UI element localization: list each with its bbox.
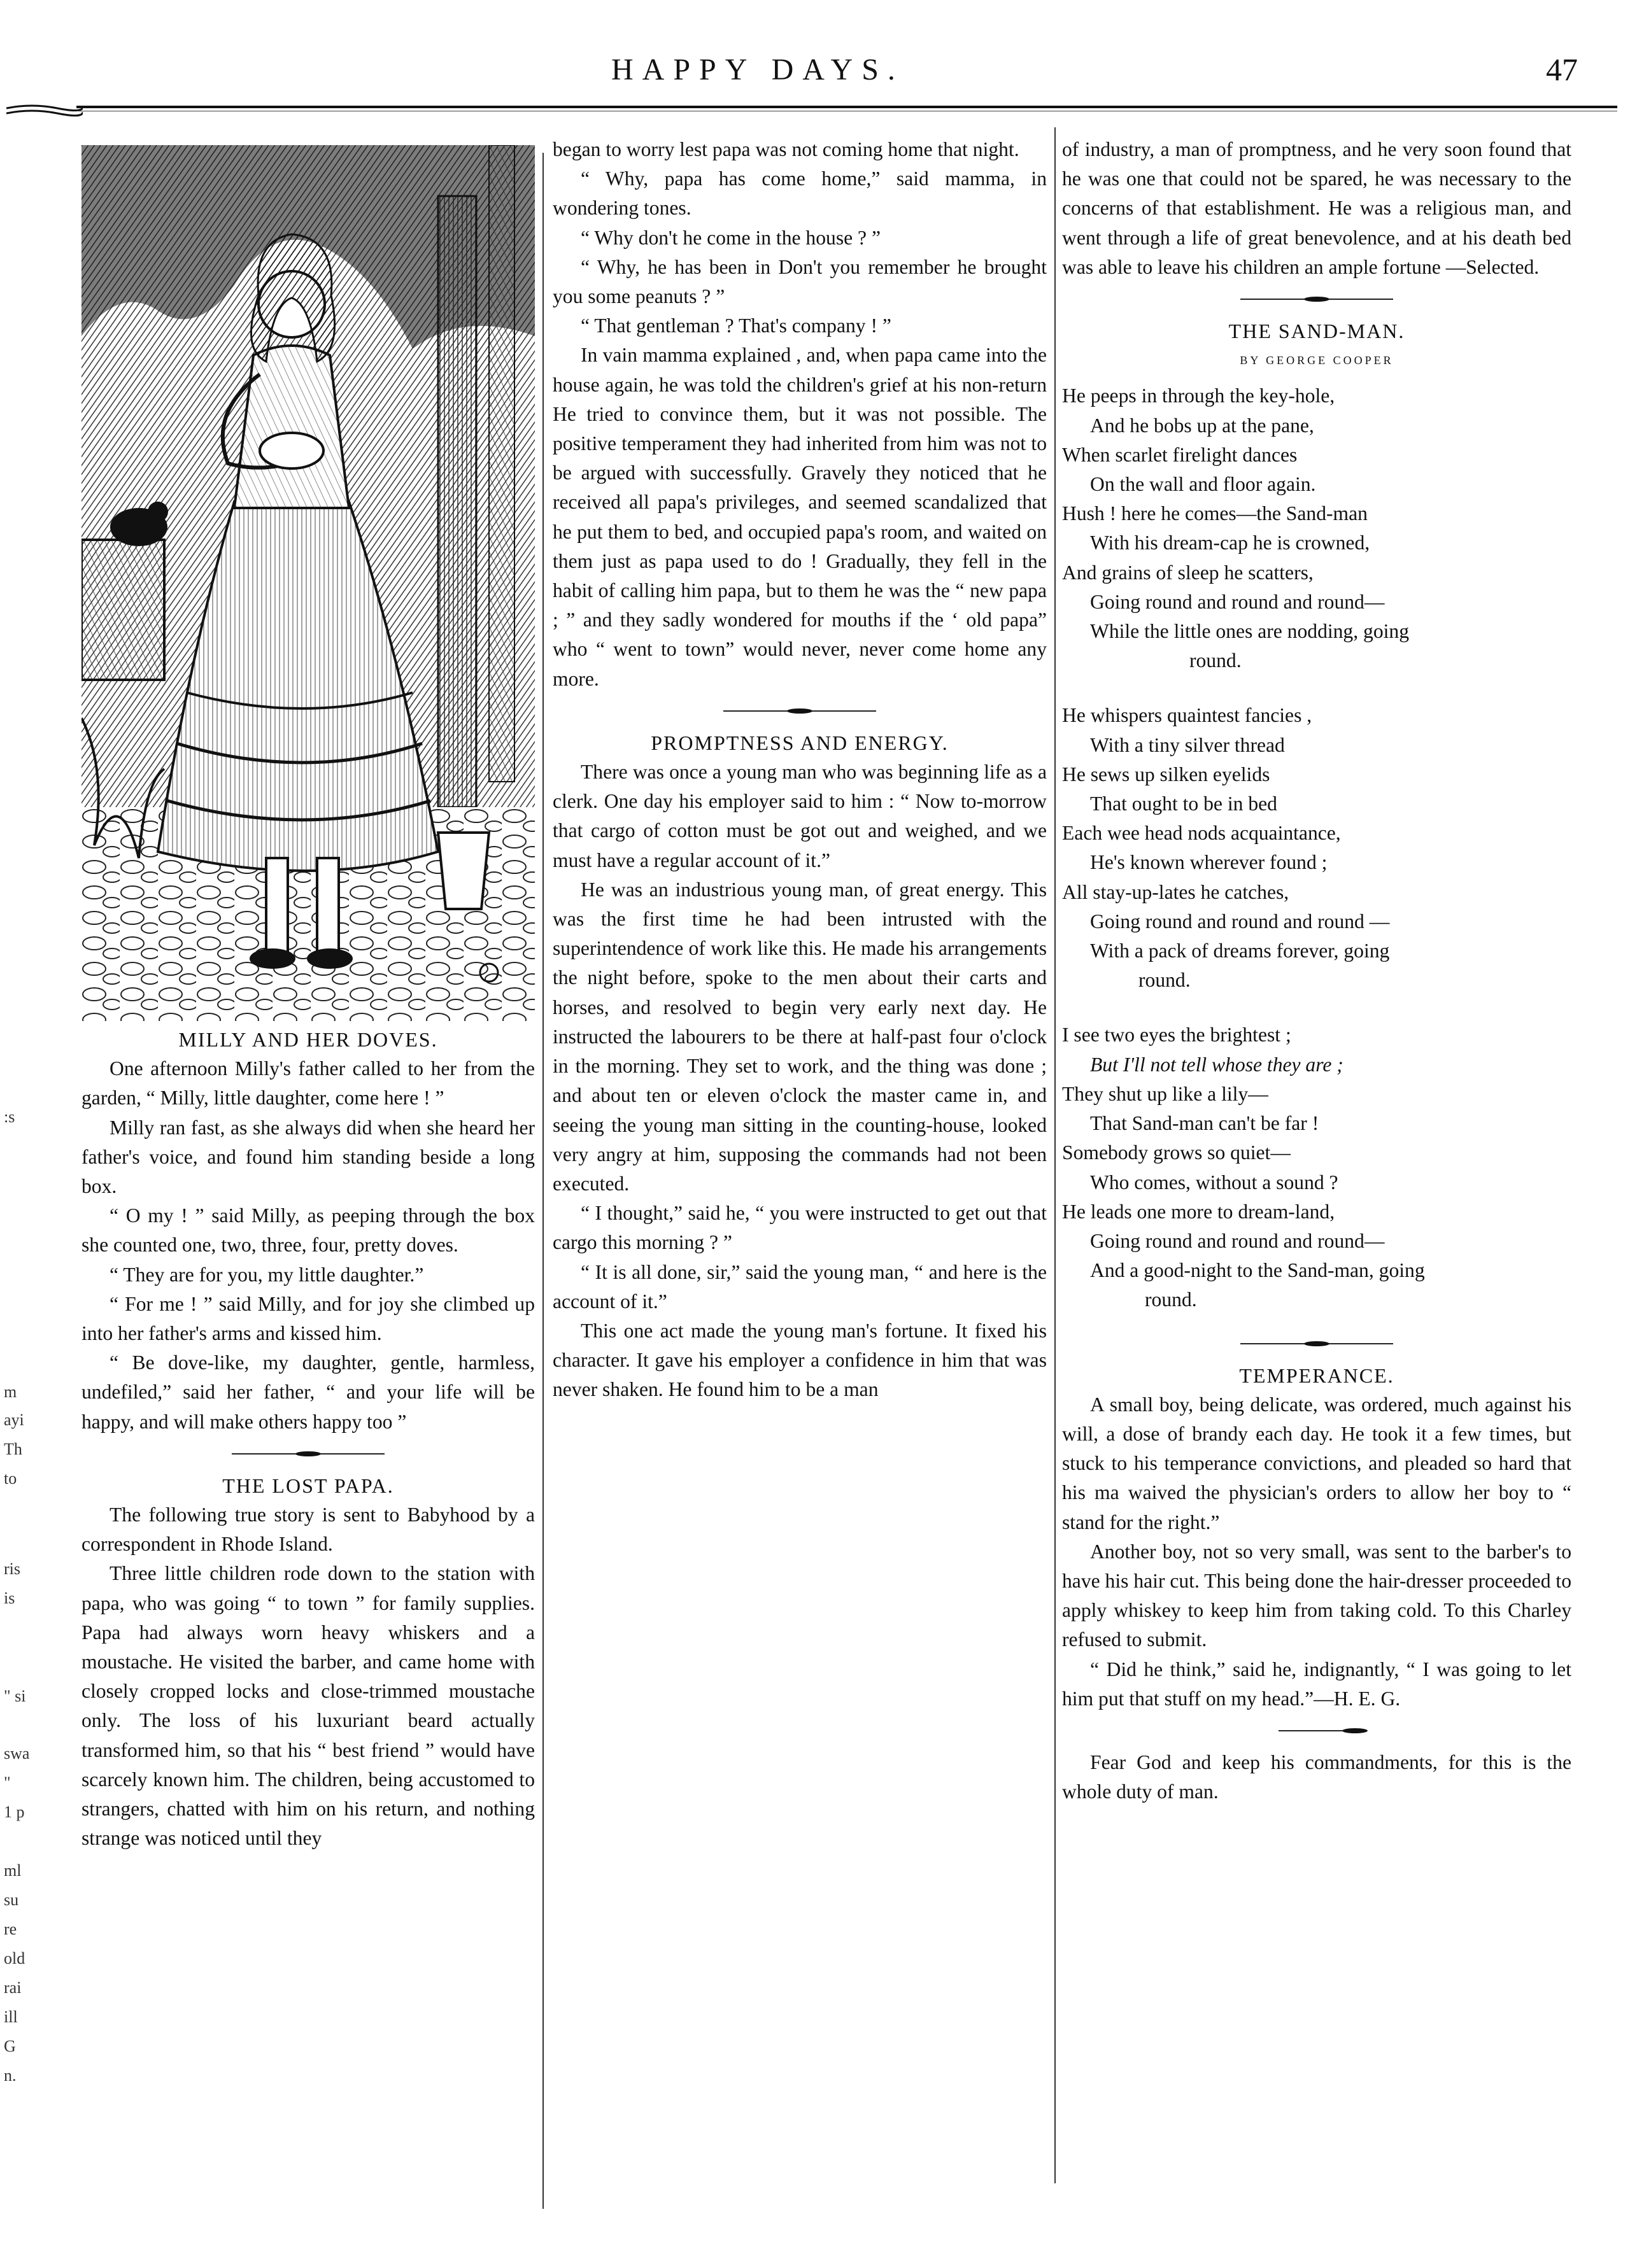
poem-stanza — [1062, 701, 1571, 995]
section-divider — [1279, 1728, 1355, 1734]
temperance-heading: TEMPERANCE. — [1239, 1363, 1394, 1387]
masthead — [0, 39, 1630, 97]
poem-line: And grains of sleep he scatters, — [1062, 561, 1314, 584]
poem-line: But I'll not tell whose they are ; — [1090, 1053, 1343, 1076]
promptness-paragraph: He was an industrious young man, of great energy. This was the first time he had been intrusted with the superintendence of work like this. He made his arrangements the night before, spoke to the men about their carts and horses, and resolved to begin very early next day. He instructed the labourers to be there at half-past four o'clock in the morning. They set to work, and the thing was done ; and about ten or eleven o'clock the master came in, and seeing the young man sitting in the counting-house, looked very angry at him, supposing the commands had not been executed. — [553, 878, 1047, 1195]
poem-line: He whispers quaintest fancies , — [1062, 704, 1312, 727]
page-number: 47 — [1546, 52, 1578, 87]
milly-paragraph: “ For me ! ” said Milly, and for joy she climbed up into her father's arms and kissed him. — [82, 1292, 535, 1345]
corner-flourish — [6, 102, 83, 120]
poem-line: With a pack of dreams forever, going — [1090, 940, 1390, 962]
column-rule-2 — [1054, 127, 1056, 2183]
promptness-paragraph: There was once a young man who was beginning life as a clerk. One day his employer said to him : “ Now to-morrow that cargo of cotton must be got out and weighed, and we must have a regular account of it.” — [553, 761, 1047, 871]
poem-line: That ought to be in bed — [1090, 792, 1277, 815]
lost-papa-paragraph: “ That gentleman ? That's company ! ” — [581, 314, 891, 337]
poem-line: He sews up silken eyelids — [1062, 763, 1270, 785]
section-divider — [232, 1451, 385, 1457]
lost-papa-paragraph: The following true story is sent to Babyhood by a correspondent in Rhode Island. — [82, 1504, 535, 1556]
poem-stanza — [1062, 381, 1571, 675]
poem-line: While the little ones are nodding, going — [1090, 620, 1409, 643]
lost-papa-paragraph: Three little children rode down to the station with papa, who was going “ to town ” for family supplies. Papa had always worn heavy whiskers and a moustache. He visited the barber, and came home with closely cropped locks and close-trimmed moustache only. The loss of his luxuriant beard actually transformed him, so that his “ best friend ” would have scarcely known him. The children, being accustomed to strangers, chatted with him on his return, and nothing strange was noticed until they — [82, 1562, 535, 1850]
poem-line: Hush ! here he comes—the Sand-man — [1062, 502, 1368, 525]
temperance-paragraph: A small boy, being delicate, was ordered, much against his will, a dose of brandy each day. He took it a few times, but stuck to his temperance convictions, and pleaded so hard that his ma waived the physician's orders to allow her boy to “ stand for the right.” — [1062, 1393, 1571, 1533]
milly-paragraph: “ Be dove-like, my daughter, gentle, harmless, undefiled,” said her father, “ and your life will be happy, and will make others happy too ” — [82, 1351, 535, 1433]
poem-line: With a tiny silver thread — [1090, 733, 1285, 756]
promptness-paragraph: This one act made the young man's fortune. It fixed his character. It gave his employer a confidence in him that was never shaken. He found him to be a man — [553, 1319, 1047, 1401]
engraving-illustration — [82, 145, 535, 1021]
column-rule-1 — [542, 153, 544, 2209]
poem-line: round. — [1138, 969, 1191, 992]
publication-title: HAPPY DAYS. — [611, 53, 904, 87]
milly-paragraph: Milly ran fast, as she always did when she heard her father's voice, and found him standing beside a long box. — [82, 1116, 535, 1198]
milly-paragraph: “ They are for you, my little daughter.” — [110, 1263, 424, 1286]
poem-line: That Sand-man can't be far ! — [1090, 1112, 1319, 1135]
section-divider — [1240, 1341, 1393, 1347]
promptness-heading: PROMPTNESS AND ENERGY. — [651, 731, 949, 754]
milly-paragraph: One afternoon Milly's father called to her from the garden, “ Milly, little daughter, come here ! ” — [82, 1057, 535, 1109]
newspaper-page: HAPPY DAYS. 47 :s m ayi Th to ris is " si swa " 1 p ml su re old rai ill G n. MILLY AND HER DOVES. One afternoon Milly's father called to her from the garden, “ Milly, little daughter, come here ! ” Milly ran fast, as she always did when she heard her father's voice, and found him standing beside a long box. “ O my ! ” said Milly, as peeping through the box she counted one, two, three, four, pretty doves. “ They are for you, my little daughter.” “ For me ! ” said Milly, and for joy she climbed up into her father's arms and kissed him. “ Be dove-like, my daughter, gentle, harmless, undefiled,” said her father, “ and your life will be happy, and will make others happy too ” THE LOST PAPA. The following true story is sent to Babyhood by a correspondent in Rhode Island. Three little children rode down to the station with papa, who was going “ to town ” for family supplies. Papa had always worn heavy whiskers and a moustache. He visited the barber, and came home with closely cropped locks and close-trimmed moustache only. The loss of his luxuriant beard actually transformed him, so that his “ best friend ” would have scarcely known him. The children, being accustomed to strangers, chatted with him on his return, and nothing strange was noticed until they began to worry lest papa was not coming home that night. “ Why, papa has come home,” said mamma, in wondering tones. “ Why don't he come in the house ? ” “ Why, he has been in Don't you remember he brought you some peanuts ? ” “ That gentleman ? That's company ! ” In vain mamma explained , and, when papa came into the house again, he was told the children's grief at his non-return He tried to convince them, but it was not possible. The positive temperament they had inherited from him was not to be argued with successfully. Gravely they noticed that he received all papa's privileges, and seemed scandalized that he put them to bed, and occupied papa's room, and waited on them just as papa used to do ! Gradually, they fell in the habit of calling him papa, but to them he was the “ new papa ; ” and they sadly wondered for mouths if the ‘ old papa” who “ went to town” would never, never come home any more. PROMPTNESS AND ENERGY. There was once a young man who was beginning life as a clerk. One day his employer said to him : “ Now to-morrow that cargo of cotton must be got out and weighed, and we must have a regular account of it.” He was an industrious young man, of great energy. This was the first time he had been intrusted with the superintendence of work like this. He made his arrangements the night before, spoke to the men about their carts and horses, and resolved to begin very early next day. He instructed the labourers to be there at half-past four o'clock in the morning. They set to work, and the thing was done ; and about ten or eleven o'clock the master came in, and seeing the young man sitting in the counting-house, looked very angry at him, supposing the commands had not been executed. “ I thought,” said he, “ you were instructed to get out that cargo this morning ? ” “ It is all done, sir,” said the young man, “ and here is the account of it.” This one act made the young man's fortune. It fixed his character. It gave his employer a confidence in him that was never shaken. He found him to be a man of industry, a man of promptness, and he very soon found that he was one that could not be spared, he was necessary to the concerns of that establishment. He was a religious man, and went through a life of great benevolence, and at his death bed was able to leave his children an ample fortune —Selected. THE SAND-MAN. BY GEORGE COOPER He peeps in through the key-hole, And he bobs up at the pane, When scarlet firelight dances On the wall and floor again. Hush ! here he comes—the Sand-man With his dream-cap he is crowned, And grains of sleep he scatters, Going round and round and round— While the little ones are nodding, going round. He whispers quaintest fancies , With a tiny silver thread He sews up silken eyelids That ought to be in bed Each wee head nods acquaintance, He's known wherever found ; All stay-up-lates he catches, Going round and round and round — With a pack of dreams forever, going round. I see two eyes the brightest ; But I'll not tell whose they are ; They shut up like a lily— That Sand-man can't be far ! Somebody grows so quiet— Who comes, without a sound ? He leads one more to dream-land, Going round and round and round— And a good-night to the Sand-man, going round. TEMPERANCE. A small boy, being delicate, was ordered, much against his will, a dose of brandy each day. He took it a few times, but stuck to his temperance convictions, and pleaded so hard that his ma waived the physician's orders to allow her boy to “ stand for the right.” Another boy, not so very small, was sent to the barber's to have his hair cut. This being done the hair-dresser proceeded to apply whiskey to keep him from taking cold. To this Charley refused to submit. “ Did he think,” said he, indignantly, “ I was going to let him put that stuff on my head.”—H. E. G. Fear God and keep his commandments, for this is the whole duty of man. — [0, 0, 1630, 2268]
poem-line: Each wee head nods acquaintance, — [1062, 822, 1341, 845]
promptness-paragraph: of industry, a man of promptness, and he very soon found that he was one that could not be spared, he was necessary to the concerns of that establishment. He was a religious man, and went through a life of great benevolence, and at his death bed was able to leave his children an ample fortune —Selected. — [1062, 138, 1571, 278]
lost-papa-paragraph: began to worry lest papa was not coming home that night. — [553, 138, 1019, 160]
poem-line: They shut up like a lily— — [1062, 1082, 1268, 1105]
poem-line: With his dream-cap he is crowned, — [1090, 532, 1370, 554]
poem-line: And he bobs up at the pane, — [1090, 414, 1314, 437]
poem-line: Going round and round and round— — [1090, 590, 1385, 613]
column-1 — [82, 1025, 535, 1853]
lost-papa-heading: THE LOST PAPA. — [222, 1474, 394, 1497]
poem-line: I see two eyes the brightest ; — [1062, 1024, 1291, 1046]
poem-line: Somebody grows so quiet— — [1062, 1141, 1291, 1164]
poem-line: All stay-up-lates he catches, — [1062, 880, 1289, 903]
poem-line: round. — [1189, 649, 1242, 672]
poem-line: And a good-night to the Sand-man, going — [1090, 1259, 1425, 1282]
section-divider — [1240, 296, 1393, 302]
lost-papa-paragraph: In vain mamma explained , and, when papa came into the house again, he was told the children's grief at his non-return He tried to convince them, but it was not possible. The positive temperament they had inherited from him was not to be argued with successfully. Gravely they noticed that he received all papa's privileges, and seemed scandalized that he put them to bed, and occupied papa's room, and waited on them just as papa used to do ! Gradually, they fell in the habit of calling him papa, but to them he was the “ new papa ; ” and they sadly wondered for mouths if the ‘ old papa” who “ went to town” would never, never come home any more. — [553, 344, 1047, 690]
column-2 — [553, 135, 1047, 1405]
milly-paragraph: “ O my ! ” said Milly, as peeping through the box she counted one, two, three, four, pretty doves. — [82, 1204, 535, 1257]
promptness-paragraph: “ I thought,” said he, “ you were instructed to get out that cargo this morning ? ” — [553, 1202, 1047, 1254]
temperance-paragraph: Another boy, not so very small, was sent to the barber's to have his hair cut. This being done the hair-dresser proceeded to apply whiskey to keep him from taking cold. To this Charley refused to submit. — [1062, 1540, 1571, 1651]
poem-line: Going round and round and round— — [1090, 1229, 1385, 1252]
poem-line: round. — [1145, 1288, 1197, 1311]
sandman-byline: BY GEORGE COOPER — [1240, 354, 1394, 367]
milly-heading: MILLY AND HER DOVES. — [178, 1028, 438, 1051]
temperance-paragraph: “ Did he think,” said he, indignantly, “ I was going to let him put that stuff on my head.”—H. E. G. — [1062, 1658, 1571, 1710]
column-3 — [1062, 135, 1571, 1807]
poem-line: Going round and round and round — — [1090, 910, 1390, 933]
lost-papa-paragraph: “ Why, papa has come home,” said mamma, in wondering tones. — [553, 167, 1047, 220]
sandman-poem — [1062, 381, 1571, 1314]
poem-stanza — [1062, 1020, 1571, 1314]
poem-line: He's known wherever found ; — [1090, 851, 1328, 874]
sandman-heading: THE SAND-MAN. — [1228, 320, 1405, 343]
lost-papa-paragraph: “ Why don't he come in the house ? ” — [581, 226, 881, 249]
poem-line: When scarlet firelight dances — [1062, 443, 1298, 466]
section-divider — [723, 708, 876, 714]
poem-line: On the wall and floor again. — [1090, 473, 1316, 496]
poem-line: He peeps in through the key-hole, — [1062, 384, 1335, 407]
header-rule — [76, 106, 1617, 108]
closing-verse: Fear God and keep his commandments, for this is the whole duty of man. — [1062, 1750, 1571, 1803]
promptness-paragraph: “ It is all done, sir,” said the young man, “ and here is the account of it.” — [553, 1260, 1047, 1313]
lost-papa-paragraph: “ Why, he has been in Don't you remember he brought you some peanuts ? ” — [553, 255, 1047, 308]
poem-line: He leads one more to dream-land, — [1062, 1200, 1335, 1223]
poem-line: Who comes, without a sound ? — [1090, 1171, 1338, 1194]
